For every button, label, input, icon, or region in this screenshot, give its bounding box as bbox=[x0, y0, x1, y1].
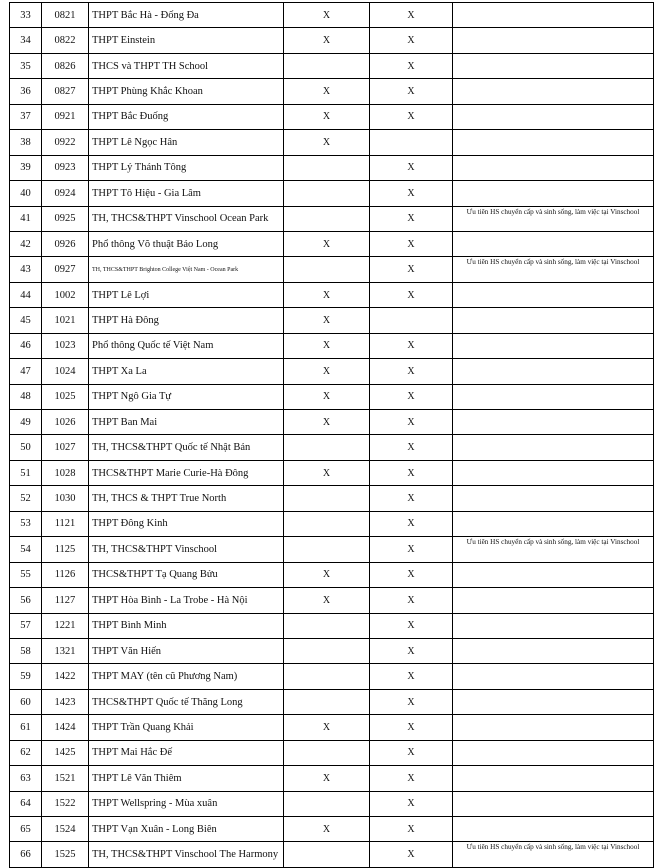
school-name-cell: THPT Bắc Đuống bbox=[89, 104, 284, 129]
table-row bbox=[10, 384, 654, 409]
table-row bbox=[10, 359, 654, 384]
school-code-cell: 0923 bbox=[42, 155, 89, 180]
school-name-cell: TH, THCS&THPT Vinschool Ocean Park bbox=[89, 206, 284, 231]
school-code-cell: 0921 bbox=[42, 104, 89, 129]
note-cell bbox=[453, 791, 654, 816]
school-name-cell: TH, THCS&THPT Brighton College Việt Nam - Ocean Park bbox=[89, 257, 284, 282]
option-b-mark-cell: X bbox=[370, 511, 453, 536]
school-code-cell: 1423 bbox=[42, 689, 89, 714]
school-name-cell: THCS&THPT Quốc tế Thăng Long bbox=[89, 689, 284, 714]
school-code-cell: 0926 bbox=[42, 231, 89, 256]
row-number-cell: 58 bbox=[10, 638, 42, 663]
school-name-cell: THPT Wellspring - Mùa xuân bbox=[89, 791, 284, 816]
row-number-cell: 45 bbox=[10, 308, 42, 333]
school-name-cell: TH, THCS&THPT Vinschool The Harmony bbox=[89, 842, 284, 867]
note-cell bbox=[453, 817, 654, 842]
option-a-mark-cell: X bbox=[284, 28, 370, 53]
option-b-mark-cell: X bbox=[370, 181, 453, 206]
option-a-mark-cell bbox=[284, 638, 370, 663]
school-name-cell: THPT Einstein bbox=[89, 28, 284, 53]
row-number-cell: 49 bbox=[10, 410, 42, 435]
table-row bbox=[10, 715, 654, 740]
school-code-cell: 1030 bbox=[42, 486, 89, 511]
option-a-mark-cell: X bbox=[284, 359, 370, 384]
school-code-cell: 1422 bbox=[42, 664, 89, 689]
school-name-cell: THPT Phùng Khắc Khoan bbox=[89, 79, 284, 104]
option-b-mark-cell: X bbox=[370, 689, 453, 714]
table-row bbox=[10, 130, 654, 155]
school-name-cell: Phổ thông Quốc tế Việt Nam bbox=[89, 333, 284, 358]
row-number-cell: 35 bbox=[10, 53, 42, 78]
school-name-cell: TH, THCS&THPT Quốc tế Nhật Bản bbox=[89, 435, 284, 460]
option-a-mark-cell: X bbox=[284, 817, 370, 842]
option-b-mark-cell: X bbox=[370, 53, 453, 78]
option-b-mark-cell: X bbox=[370, 486, 453, 511]
option-b-mark-cell: X bbox=[370, 715, 453, 740]
option-a-mark-cell bbox=[284, 791, 370, 816]
school-code-cell: 1028 bbox=[42, 460, 89, 485]
note-cell bbox=[453, 308, 654, 333]
table-row bbox=[10, 104, 654, 129]
option-a-mark-cell: X bbox=[284, 410, 370, 435]
option-a-mark-cell: X bbox=[284, 282, 370, 307]
school-name-cell: THCS&THPT Marie Curie-Hà Đông bbox=[89, 460, 284, 485]
table-row bbox=[10, 257, 654, 282]
note-cell bbox=[453, 333, 654, 358]
note-cell bbox=[453, 664, 654, 689]
school-code-cell: 1522 bbox=[42, 791, 89, 816]
note-cell bbox=[453, 613, 654, 638]
table-row bbox=[10, 460, 654, 485]
row-number-cell: 65 bbox=[10, 817, 42, 842]
school-code-cell: 1221 bbox=[42, 613, 89, 638]
option-a-mark-cell bbox=[284, 613, 370, 638]
row-number-cell: 40 bbox=[10, 181, 42, 206]
school-code-cell: 0925 bbox=[42, 206, 89, 231]
option-b-mark-cell: X bbox=[370, 766, 453, 791]
option-a-mark-cell: X bbox=[284, 333, 370, 358]
option-b-mark-cell bbox=[370, 130, 453, 155]
option-b-mark-cell: X bbox=[370, 333, 453, 358]
school-code-cell: 1524 bbox=[42, 817, 89, 842]
school-code-cell: 1025 bbox=[42, 384, 89, 409]
table-row bbox=[10, 206, 654, 231]
note-cell bbox=[453, 231, 654, 256]
school-name-cell: THPT Bắc Hà - Đống Đa bbox=[89, 3, 284, 28]
option-b-mark-cell: X bbox=[370, 740, 453, 765]
school-name-cell: THPT Lê Ngọc Hân bbox=[89, 130, 284, 155]
option-a-mark-cell bbox=[284, 740, 370, 765]
table-row bbox=[10, 791, 654, 816]
row-number-cell: 60 bbox=[10, 689, 42, 714]
note-cell bbox=[453, 740, 654, 765]
row-number-cell: 52 bbox=[10, 486, 42, 511]
note-cell bbox=[453, 638, 654, 663]
school-name-cell: THPT Hà Đông bbox=[89, 308, 284, 333]
school-code-cell: 1023 bbox=[42, 333, 89, 358]
option-a-mark-cell bbox=[284, 53, 370, 78]
option-b-mark-cell: X bbox=[370, 282, 453, 307]
table-row bbox=[10, 511, 654, 536]
school-name-cell: THPT Vạn Xuân - Long Biên bbox=[89, 817, 284, 842]
table-row bbox=[10, 817, 654, 842]
school-code-cell: 0821 bbox=[42, 3, 89, 28]
school-name-cell: THPT Xa La bbox=[89, 359, 284, 384]
table-row bbox=[10, 181, 654, 206]
school-name-cell: THCS&THPT Tạ Quang Bửu bbox=[89, 562, 284, 587]
note-cell bbox=[453, 181, 654, 206]
table-row bbox=[10, 588, 654, 613]
row-number-cell: 63 bbox=[10, 766, 42, 791]
table-row bbox=[10, 740, 654, 765]
school-name-cell: THCS và THPT TH School bbox=[89, 53, 284, 78]
table-row bbox=[10, 308, 654, 333]
school-name-cell: Phổ thông Võ thuật Bảo Long bbox=[89, 231, 284, 256]
school-code-cell: 1024 bbox=[42, 359, 89, 384]
option-b-mark-cell: X bbox=[370, 664, 453, 689]
row-number-cell: 66 bbox=[10, 842, 42, 867]
option-a-mark-cell: X bbox=[284, 562, 370, 587]
note-cell bbox=[453, 130, 654, 155]
school-code-cell: 1425 bbox=[42, 740, 89, 765]
note-cell bbox=[453, 3, 654, 28]
note-cell bbox=[453, 766, 654, 791]
school-code-cell: 1021 bbox=[42, 308, 89, 333]
note-cell: Ưu tiên HS chuyển cấp và sinh sống, làm việc tại Vinschool bbox=[453, 257, 654, 282]
school-table bbox=[9, 2, 654, 868]
table-row bbox=[10, 537, 654, 562]
option-b-mark-cell: X bbox=[370, 206, 453, 231]
school-code-cell: 1521 bbox=[42, 766, 89, 791]
school-code-cell: 0924 bbox=[42, 181, 89, 206]
option-a-mark-cell bbox=[284, 435, 370, 460]
school-name-cell: THPT Mai Hắc Đế bbox=[89, 740, 284, 765]
option-a-mark-cell: X bbox=[284, 130, 370, 155]
school-name-cell: TH, THCS & THPT True North bbox=[89, 486, 284, 511]
note-cell bbox=[453, 79, 654, 104]
school-name-cell: TH, THCS&THPT Vinschool bbox=[89, 537, 284, 562]
school-code-cell: 0826 bbox=[42, 53, 89, 78]
row-number-cell: 62 bbox=[10, 740, 42, 765]
option-b-mark-cell: X bbox=[370, 104, 453, 129]
school-code-cell: 1127 bbox=[42, 588, 89, 613]
row-number-cell: 57 bbox=[10, 613, 42, 638]
row-number-cell: 56 bbox=[10, 588, 42, 613]
note-cell bbox=[453, 53, 654, 78]
option-a-mark-cell: X bbox=[284, 3, 370, 28]
option-a-mark-cell: X bbox=[284, 588, 370, 613]
school-code-cell: 0827 bbox=[42, 79, 89, 104]
option-a-mark-cell bbox=[284, 486, 370, 511]
option-a-mark-cell: X bbox=[284, 715, 370, 740]
table-row bbox=[10, 79, 654, 104]
row-number-cell: 44 bbox=[10, 282, 42, 307]
note-cell bbox=[453, 282, 654, 307]
school-code-cell: 0922 bbox=[42, 130, 89, 155]
note-cell bbox=[453, 715, 654, 740]
school-code-cell: 1424 bbox=[42, 715, 89, 740]
option-a-mark-cell: X bbox=[284, 231, 370, 256]
option-a-mark-cell: X bbox=[284, 384, 370, 409]
row-number-cell: 48 bbox=[10, 384, 42, 409]
row-number-cell: 41 bbox=[10, 206, 42, 231]
note-cell bbox=[453, 28, 654, 53]
option-a-mark-cell: X bbox=[284, 79, 370, 104]
option-b-mark-cell: X bbox=[370, 359, 453, 384]
table-row bbox=[10, 842, 654, 867]
note-cell: Ưu tiên HS chuyển cấp và sinh sống, làm việc tại Vinschool bbox=[453, 206, 654, 231]
note-cell bbox=[453, 460, 654, 485]
option-a-mark-cell bbox=[284, 689, 370, 714]
option-a-mark-cell: X bbox=[284, 104, 370, 129]
school-name-cell: THPT Lê Văn Thiêm bbox=[89, 766, 284, 791]
note-cell: Ưu tiên HS chuyển cấp và sinh sống, làm việc tại Vinschool bbox=[453, 537, 654, 562]
table-row bbox=[10, 155, 654, 180]
row-number-cell: 55 bbox=[10, 562, 42, 587]
school-code-cell: 1121 bbox=[42, 511, 89, 536]
school-code-cell: 1026 bbox=[42, 410, 89, 435]
school-name-cell: THPT Văn Hiến bbox=[89, 638, 284, 663]
school-name-cell: THPT Lê Lợi bbox=[89, 282, 284, 307]
row-number-cell: 50 bbox=[10, 435, 42, 460]
row-number-cell: 36 bbox=[10, 79, 42, 104]
option-b-mark-cell: X bbox=[370, 257, 453, 282]
option-b-mark-cell: X bbox=[370, 817, 453, 842]
school-code-cell: 1126 bbox=[42, 562, 89, 587]
row-number-cell: 39 bbox=[10, 155, 42, 180]
option-a-mark-cell bbox=[284, 181, 370, 206]
row-number-cell: 54 bbox=[10, 537, 42, 562]
table-row bbox=[10, 410, 654, 435]
table-row bbox=[10, 231, 654, 256]
row-number-cell: 37 bbox=[10, 104, 42, 129]
note-cell bbox=[453, 104, 654, 129]
school-name-cell: THPT Hòa Bình - La Trobe - Hà Nội bbox=[89, 588, 284, 613]
option-b-mark-cell: X bbox=[370, 79, 453, 104]
note-cell bbox=[453, 435, 654, 460]
row-number-cell: 61 bbox=[10, 715, 42, 740]
school-name-cell: THPT Trần Quang Khải bbox=[89, 715, 284, 740]
school-name-cell: THPT Tô Hiệu - Gia Lâm bbox=[89, 181, 284, 206]
school-code-cell: 1125 bbox=[42, 537, 89, 562]
table-row bbox=[10, 689, 654, 714]
note-cell bbox=[453, 588, 654, 613]
option-b-mark-cell: X bbox=[370, 791, 453, 816]
table-row bbox=[10, 333, 654, 358]
option-a-mark-cell bbox=[284, 257, 370, 282]
option-a-mark-cell bbox=[284, 842, 370, 867]
row-number-cell: 33 bbox=[10, 3, 42, 28]
table-row bbox=[10, 282, 654, 307]
row-number-cell: 59 bbox=[10, 664, 42, 689]
option-b-mark-cell: X bbox=[370, 384, 453, 409]
option-b-mark-cell: X bbox=[370, 435, 453, 460]
table-row bbox=[10, 562, 654, 587]
row-number-cell: 64 bbox=[10, 791, 42, 816]
school-table-body bbox=[10, 3, 654, 868]
school-code-cell: 0822 bbox=[42, 28, 89, 53]
row-number-cell: 38 bbox=[10, 130, 42, 155]
row-number-cell: 53 bbox=[10, 511, 42, 536]
school-code-cell: 1027 bbox=[42, 435, 89, 460]
school-name-cell: THPT Đông Kinh bbox=[89, 511, 284, 536]
option-b-mark-cell: X bbox=[370, 28, 453, 53]
option-a-mark-cell: X bbox=[284, 766, 370, 791]
option-a-mark-cell bbox=[284, 206, 370, 231]
table-row bbox=[10, 766, 654, 791]
table-row bbox=[10, 486, 654, 511]
school-code-cell: 1525 bbox=[42, 842, 89, 867]
school-code-cell: 1002 bbox=[42, 282, 89, 307]
option-b-mark-cell: X bbox=[370, 562, 453, 587]
table-row bbox=[10, 28, 654, 53]
row-number-cell: 42 bbox=[10, 231, 42, 256]
table-row bbox=[10, 435, 654, 460]
option-a-mark-cell bbox=[284, 664, 370, 689]
note-cell bbox=[453, 410, 654, 435]
row-number-cell: 34 bbox=[10, 28, 42, 53]
school-name-cell: THPT Ngô Gia Tự bbox=[89, 384, 284, 409]
option-a-mark-cell: X bbox=[284, 308, 370, 333]
option-b-mark-cell: X bbox=[370, 588, 453, 613]
option-a-mark-cell bbox=[284, 511, 370, 536]
school-name-cell: THPT Lý Thánh Tông bbox=[89, 155, 284, 180]
school-name-cell: THPT MAY (tên cũ Phương Nam) bbox=[89, 664, 284, 689]
school-code-cell: 1321 bbox=[42, 638, 89, 663]
table-row bbox=[10, 613, 654, 638]
option-b-mark-cell bbox=[370, 308, 453, 333]
note-cell bbox=[453, 155, 654, 180]
option-a-mark-cell bbox=[284, 155, 370, 180]
school-code-cell: 0927 bbox=[42, 257, 89, 282]
option-b-mark-cell: X bbox=[370, 231, 453, 256]
option-b-mark-cell: X bbox=[370, 638, 453, 663]
table-row bbox=[10, 3, 654, 28]
table-row bbox=[10, 53, 654, 78]
row-number-cell: 43 bbox=[10, 257, 42, 282]
option-b-mark-cell: X bbox=[370, 410, 453, 435]
note-cell bbox=[453, 689, 654, 714]
note-cell bbox=[453, 359, 654, 384]
note-cell bbox=[453, 384, 654, 409]
option-b-mark-cell: X bbox=[370, 3, 453, 28]
option-b-mark-cell: X bbox=[370, 842, 453, 867]
row-number-cell: 46 bbox=[10, 333, 42, 358]
option-b-mark-cell: X bbox=[370, 613, 453, 638]
table-row bbox=[10, 664, 654, 689]
table-row bbox=[10, 638, 654, 663]
note-cell bbox=[453, 511, 654, 536]
school-name-cell: THPT Bình Minh bbox=[89, 613, 284, 638]
row-number-cell: 51 bbox=[10, 460, 42, 485]
option-a-mark-cell bbox=[284, 537, 370, 562]
note-cell: Ưu tiên HS chuyển cấp và sinh sống, làm việc tại Vinschool bbox=[453, 842, 654, 867]
note-cell bbox=[453, 562, 654, 587]
note-cell bbox=[453, 486, 654, 511]
row-number-cell: 47 bbox=[10, 359, 42, 384]
option-b-mark-cell: X bbox=[370, 460, 453, 485]
option-a-mark-cell: X bbox=[284, 460, 370, 485]
school-name-cell: THPT Ban Mai bbox=[89, 410, 284, 435]
option-b-mark-cell: X bbox=[370, 155, 453, 180]
option-b-mark-cell: X bbox=[370, 537, 453, 562]
